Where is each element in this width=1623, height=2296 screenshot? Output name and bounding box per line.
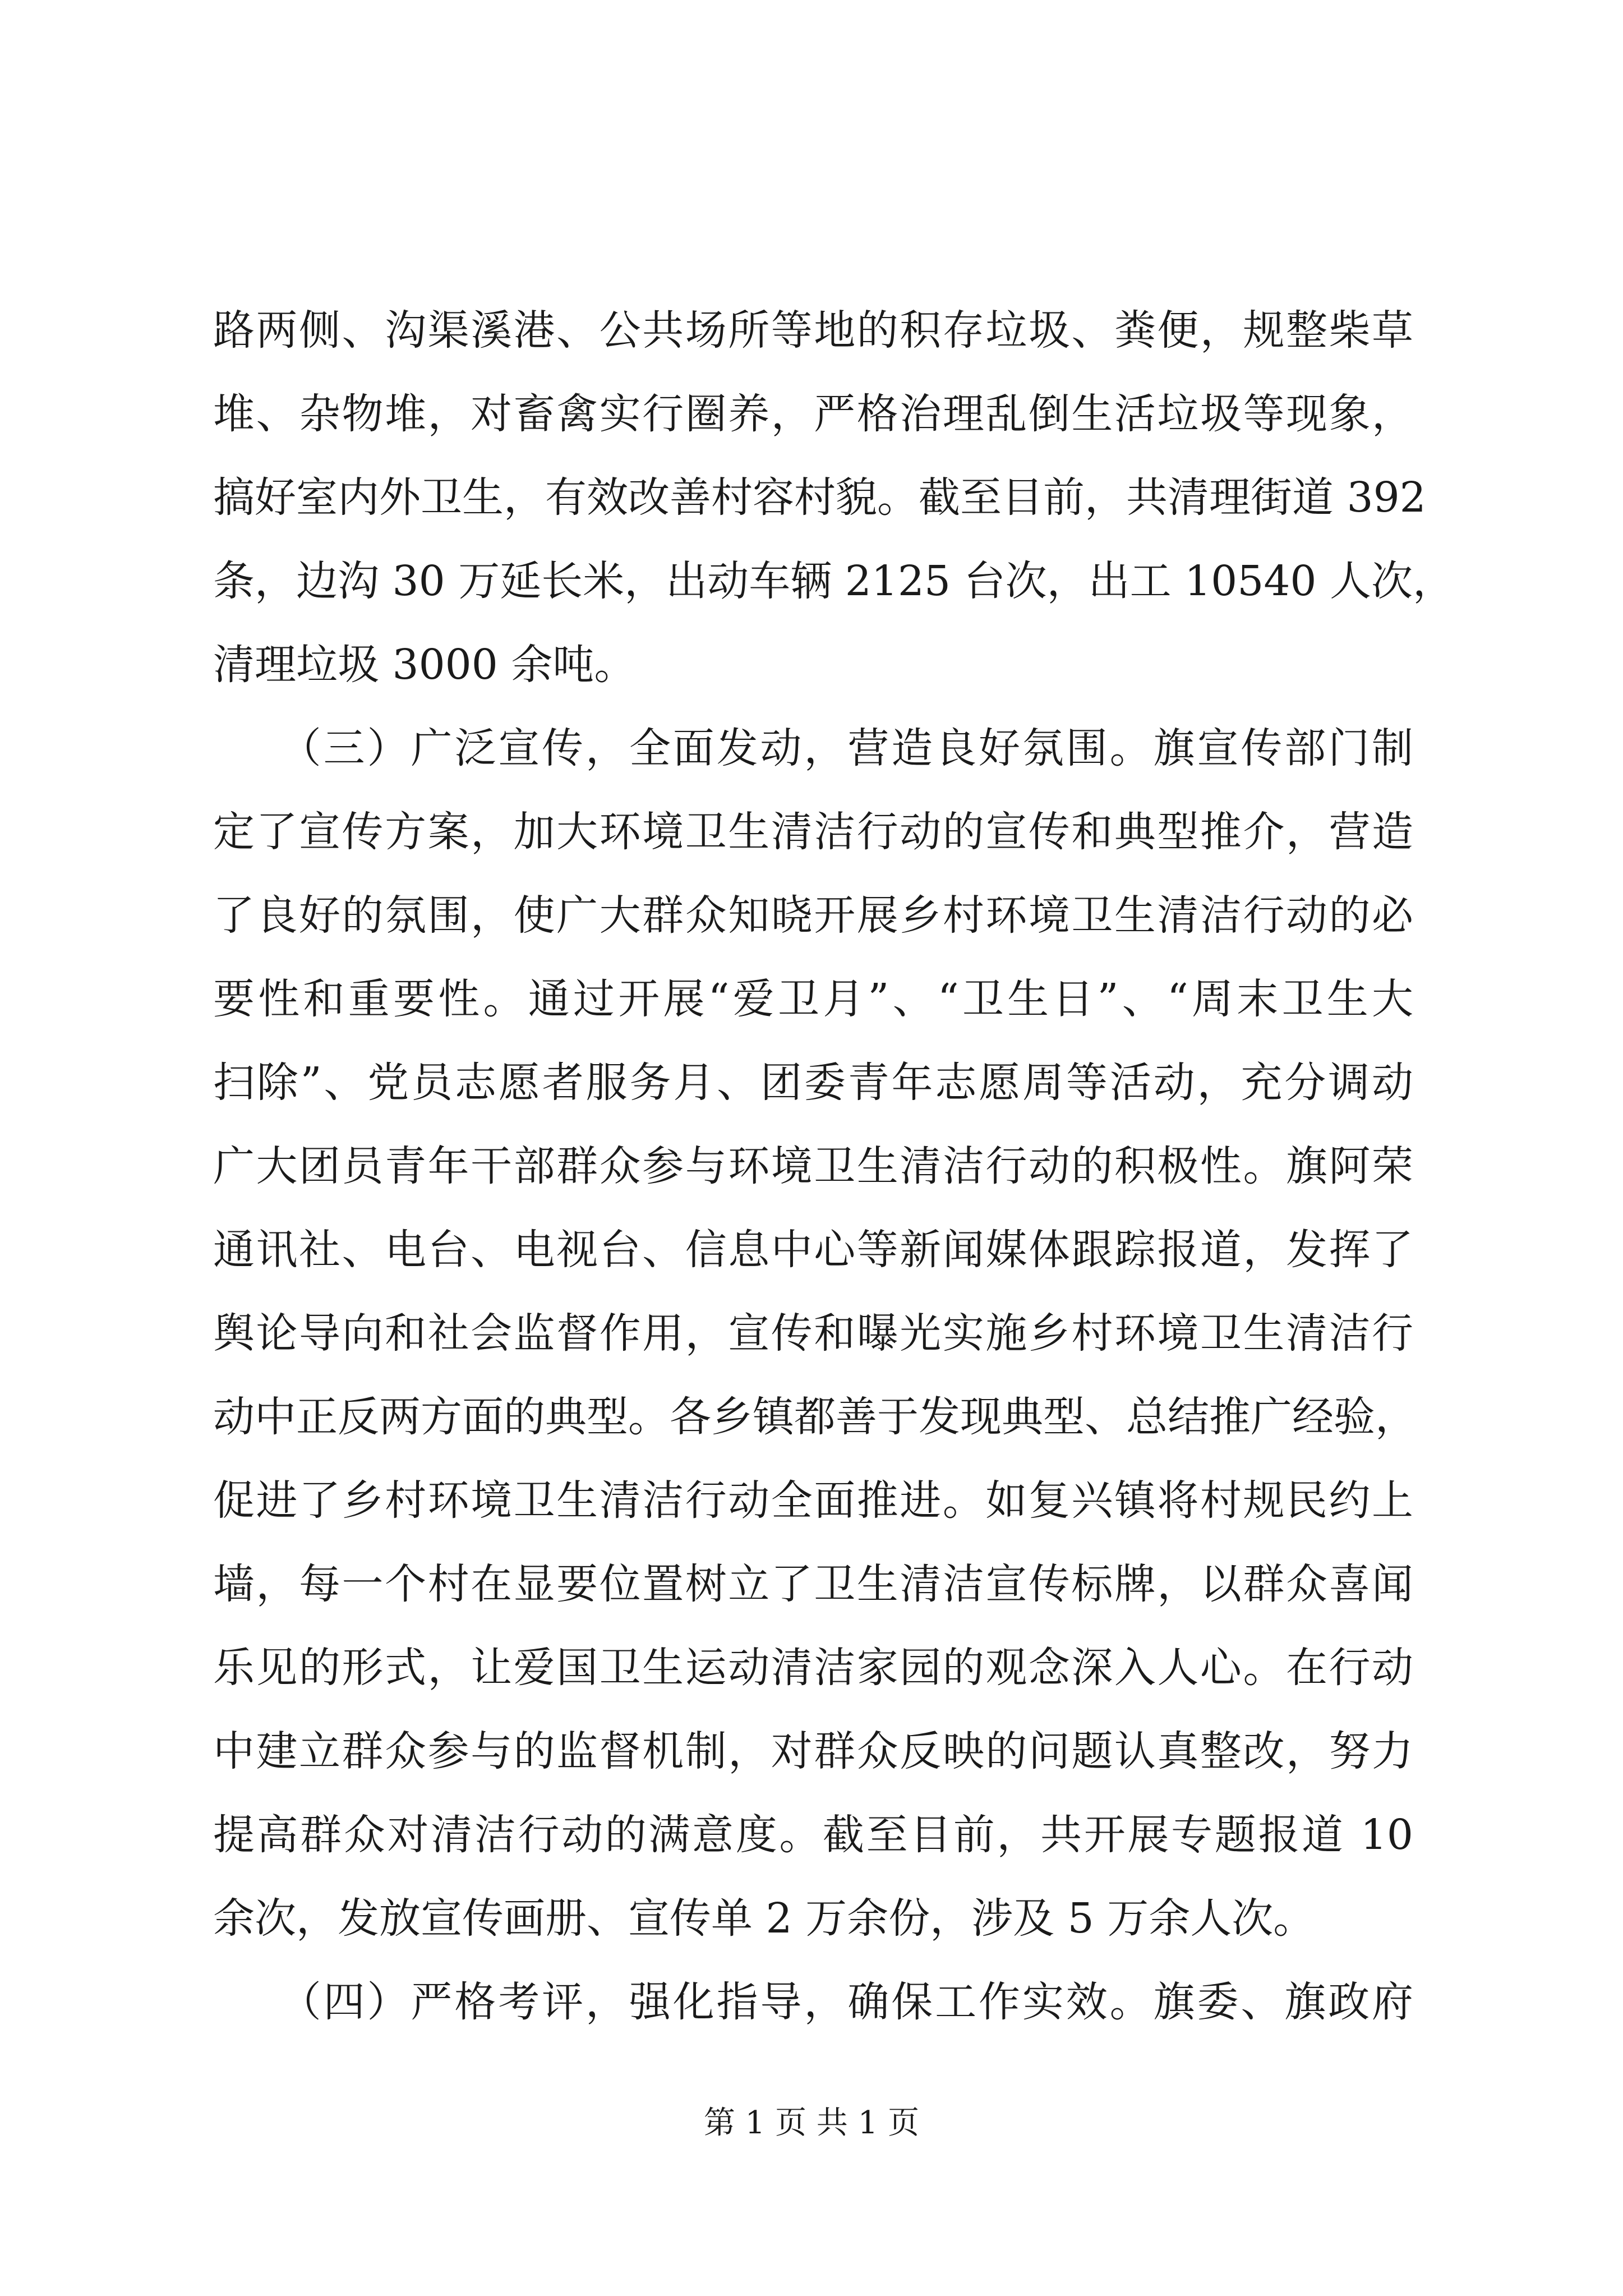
page-number-label: 第 1 页 共 1 页 bbox=[703, 2105, 920, 2141]
text-line: 条，边沟 30 万延长米，出动车辆 2125 台次，出工 10540 人次， bbox=[213, 557, 1455, 605]
text-line: 舆论导向和社会监督作用，宣传和曝光实施乡村环境卫生清洁行 bbox=[213, 1309, 1413, 1358]
page-footer bbox=[0, 2101, 1623, 2146]
text-line: 中建立群众参与的监督机制，对群众反映的问题认真整改，努力 bbox=[213, 1727, 1413, 1775]
text-line: 促进了乡村环境卫生清洁行动全面推进。如复兴镇将村规民约上 bbox=[213, 1476, 1413, 1525]
text-line: 余次，发放宣传画册、宣传单 2 万余份，涉及 5 万余人次。 bbox=[213, 1894, 1315, 1943]
text-line: 墙，每一个村在显要位置树立了卫生清洁宣传标牌，以群众喜闻 bbox=[213, 1560, 1413, 1608]
text-line: 堆、杂物堆，对畜禽实行圈养，严格治理乱倒生活垃圾等现象， bbox=[213, 390, 1413, 438]
text-line: 了良好的氛围，使广大群众知晓开展乡村环境卫生清洁行动的必 bbox=[213, 891, 1413, 940]
text-line: 通讯社、电台、电视台、信息中心等新闻媒体跟踪报道，发挥了 bbox=[213, 1226, 1413, 1274]
text-line: 清理垃圾 3000 余吨。 bbox=[213, 641, 636, 689]
text-line: 搞好室内外卫生，有效改善村容村貌。截至目前，共清理街道 392 bbox=[213, 473, 1426, 522]
text-line: 要性和重要性。通过开展“爱卫月”、“卫生日”、“周末卫生大 bbox=[213, 975, 1413, 1023]
text-line: 乐见的形式，让爱国卫生运动清洁家园的观念深入人心。在行动 bbox=[213, 1644, 1413, 1692]
text-line: 提高群众对清洁行动的满意度。截至目前，共开展专题报道 10 bbox=[213, 1811, 1413, 1859]
text-line: 定了宣传方案，加大环境卫生清洁行动的宣传和典型推介，营造 bbox=[213, 808, 1413, 856]
text-line: （四）严格考评，强化指导，确保工作实效。旗委、旗政府 bbox=[213, 1978, 1413, 2026]
text-line: （三）广泛宣传，全面发动，营造良好氛围。旗宣传部门制 bbox=[213, 724, 1413, 772]
document-body bbox=[213, 289, 1455, 2044]
text-line: 动中正反两方面的典型。各乡镇都善于发现典型、总结推广经验， bbox=[213, 1393, 1417, 1441]
text-line: 路两侧、沟渠溪港、公共场所等地的积存垃圾、粪便，规整柴草 bbox=[213, 306, 1413, 355]
text-line: 扫除”、党员志愿者服务月、团委青年志愿周等活动，充分调动 bbox=[213, 1059, 1413, 1107]
text-line: 广大团员青年干部群众参与环境卫生清洁行动的积极性。旗阿荣 bbox=[213, 1142, 1413, 1190]
